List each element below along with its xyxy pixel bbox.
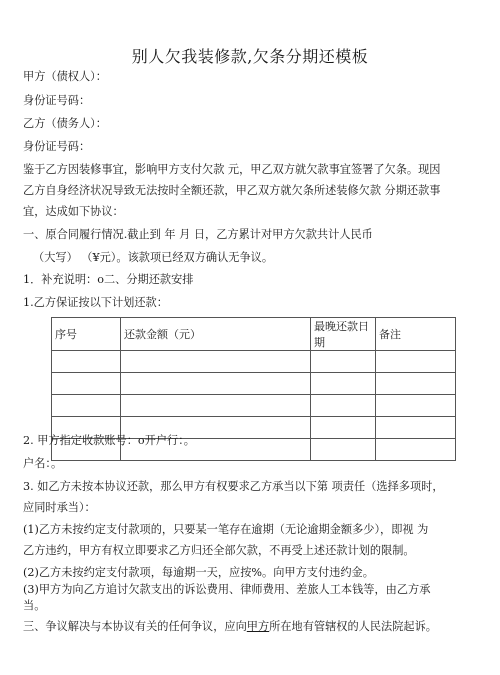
document-title: 别人欠我装修款,欠条分期还模板 — [131, 47, 369, 66]
section-one-line: 一、原合同履行情况.截止到 年 月 日，乙方累计对甲方欠款共计人民币 — [23, 228, 373, 241]
preamble-line-2: 乙方自身经济状况导致无法按时全额还款，甲乙双方就欠条所述装修欠款 分期还款事 — [23, 184, 441, 197]
dispute-party: 甲方 — [246, 620, 270, 633]
table-cell — [52, 351, 121, 373]
liability-line-1: 3. 如乙方未按本协议还款，那么甲方有权要求乙方承当以下第 项责任（选择多项时， — [23, 480, 444, 493]
table-cell — [52, 395, 121, 417]
dispute-text-start: 三、争议解决与本协议有关的任何争议，应向 — [23, 620, 247, 633]
clause-2-line: (2)乙方未按约定支付款项，每逾期一天，应按%。向甲方支付违约金。 — [23, 566, 374, 579]
clause-3-line-2: 当。 — [23, 599, 46, 612]
table-cell — [121, 351, 311, 373]
table-row — [52, 395, 456, 417]
creditor-line: 甲方（债权人）： — [23, 70, 107, 83]
table-cell — [311, 395, 376, 417]
supplement-line: 1．补充说明：o二、分期还款安排 — [23, 273, 194, 286]
table-cell — [121, 395, 311, 417]
clause-1-line-1: (1)乙方未按约定支付款项的，只要某一笔存在逾期（无论逾期金额多少），即视 为 — [23, 523, 429, 536]
dispute-text-end: 所在地有管辖权的人民法院起诉。 — [269, 620, 437, 633]
creditor-id-line: 身份证号码： — [23, 94, 91, 107]
table-cell — [376, 373, 456, 395]
debtor-line: 乙方（债务人）： — [23, 117, 107, 130]
preamble-line-3: 宜，达成如下协议： — [23, 205, 124, 218]
debtor-id-line: 身份证号码： — [23, 140, 91, 153]
clause-3-line-1: (3)甲方为向乙方追讨欠款支出的诉讼费用、律师费用、差旅人工本钱等，由乙方承 — [23, 583, 431, 596]
table-cell — [376, 351, 456, 373]
preamble-line-1: 鉴于乙方因装修事宜，影响甲方支付欠款 元，甲乙双方就欠款事宜签署了欠条。现因 — [23, 163, 441, 176]
account-name-line: 户名：。 — [23, 457, 63, 470]
table-cell — [121, 373, 311, 395]
table-row — [52, 373, 456, 395]
table-cell — [311, 373, 376, 395]
payee-account-line: 2. 甲方指定收款账号：o开户行：。 — [23, 434, 195, 447]
plan-intro-line: 1.乙方保证按以下计划还款： — [23, 296, 168, 309]
table-cell — [311, 351, 376, 373]
table-cell — [52, 373, 121, 395]
header-index: 序号 — [52, 318, 121, 351]
header-amount: 还款金额（元） — [121, 318, 311, 351]
liability-line-2: 应同时承当）： — [23, 501, 96, 514]
table-header-row — [52, 318, 456, 351]
table-row — [52, 351, 456, 373]
clause-1-line-2: 乙方违约，甲方有权立即要求乙方归还全部欠款，不再受上述还款计划的限制。 — [23, 544, 415, 557]
table-cell — [376, 395, 456, 417]
amount-line: （大写） （¥元）。该款项已经双方确认无争议。 — [33, 251, 274, 264]
header-remark: 备注 — [376, 318, 456, 351]
dispute-line — [23, 620, 478, 634]
header-due-date: 最晚还款日期 — [311, 318, 376, 351]
